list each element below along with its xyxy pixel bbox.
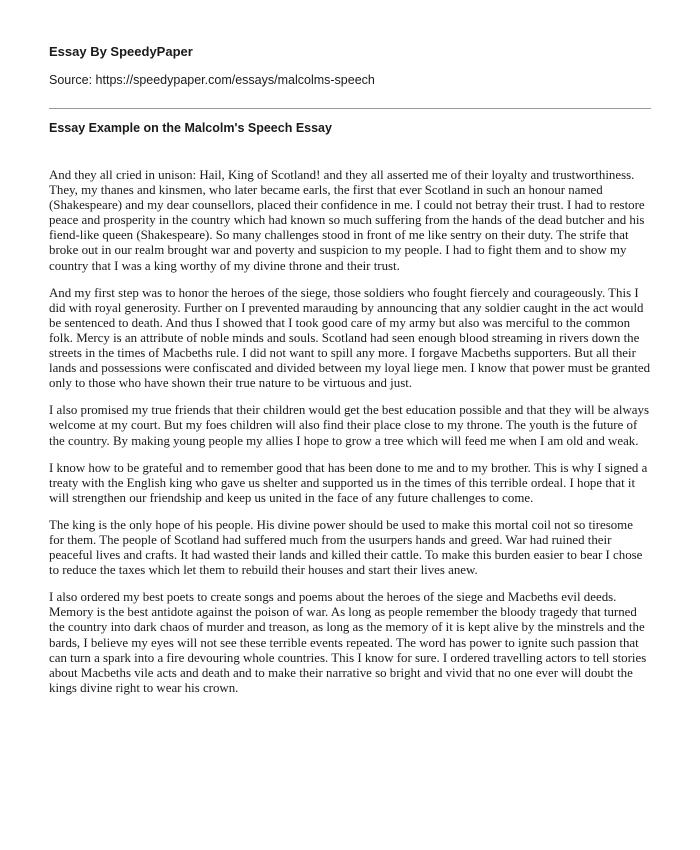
source-line: Source: https://speedypaper.com/essays/malcolms-speech [49, 73, 375, 87]
paragraph: I know how to be grateful and to remember good that has been done to me and to my brother. This is why I signed a treaty with the English king who gave us shelter and supported us in the times of this terrible ordeal. I hope that it will strengthen our friendship and keep us united in the face of any future challenges to come. [49, 460, 648, 505]
paragraph: And they all cried in unison: Hail, King of Scotland! and they all asserted me of their loyalty and trustworthiness. They, my thanes and kinsmen, who later became earls, the first that ever Scotland in such an honour named (Shakespeare) and my dear counsellors, placed their confidence in me. I could not betray their trust. I had to restore peace and prosperity in the country which had known so much suffering from the hands of the dead butcher and his fiend-like queen (Shakespeare). So many challenges stood in front of me like sentry on their duty. The strife that broke out in our realm brought war and poverty and suspicion to my people. I had to fight them and to show my country that I was a king worthy of my divine throne and their trust. [49, 168, 645, 273]
paragraph: The king is the only hope of his people. His divine power should be used to make this mortal coil not so tiresome for them. The people of Scotland had suffered much from the usurpers hands and greed. War had ruined their peaceful lives and crafts. It had wasted their lands and killed their cattle. To make this burden easier to bear I chose to reduce the taxes which let them to rebuild their houses and start their lives anew. [49, 517, 643, 578]
header-divider [49, 108, 651, 109]
paragraph: I also promised my true friends that their children would get the best education possible and that they will be always welcome at my court. But my foes children will also find their place close to my throne. The youth is the future of the country. By making young people my allies I hope to grow a tree which will feed me when I am old and weak. [49, 403, 649, 448]
essay-title: Essay Example on the Malcolm's Speech Essay [49, 121, 332, 135]
essay-by-heading: Essay By SpeedyPaper [49, 44, 193, 59]
paragraph: And my first step was to honor the heroes of the siege, those soldiers who fought fiercely and courageously. This I did with royal generosity. Further on I prevented marauding by announcing that any soldier caught in the act would be sentenced to death. And thus I showed that I took good care of my army but also was merciful to the common folk. Mercy is an attribute of noble minds and souls. Scotland had seen enough blood streaming in rivers down the streets in the times of Macbeths rule. I did not want to spill any more. I forgave Macbeths supporters. But all their lands and possessions were confiscated and divided between my loyal liege men. I know that power must be granted only to those who have shown their true nature to be virtuous and just. [49, 285, 651, 391]
paragraph: I also ordered my best poets to create songs and poems about the heroes of the siege and Macbeths evil deeds. Memory is the best antidote against the poison of war. As long as people remember the bloody tragedy that turned the country into dark chaos of murder and treason, as long as the memory of it is kept alive by the minstrels and the bards, I believe my eyes will not see these terrible events repeated. The word has power to ignite such passion that can turn a spark into a fire devouring whole countries. This I know for sure. I ordered travelling actors to tell stories about Macbeths vile acts and death and to make their narrative so bright and vivid that no one ever will doubt the kings divine right to wear his crown. [49, 590, 647, 695]
essay-body [49, 168, 651, 708]
